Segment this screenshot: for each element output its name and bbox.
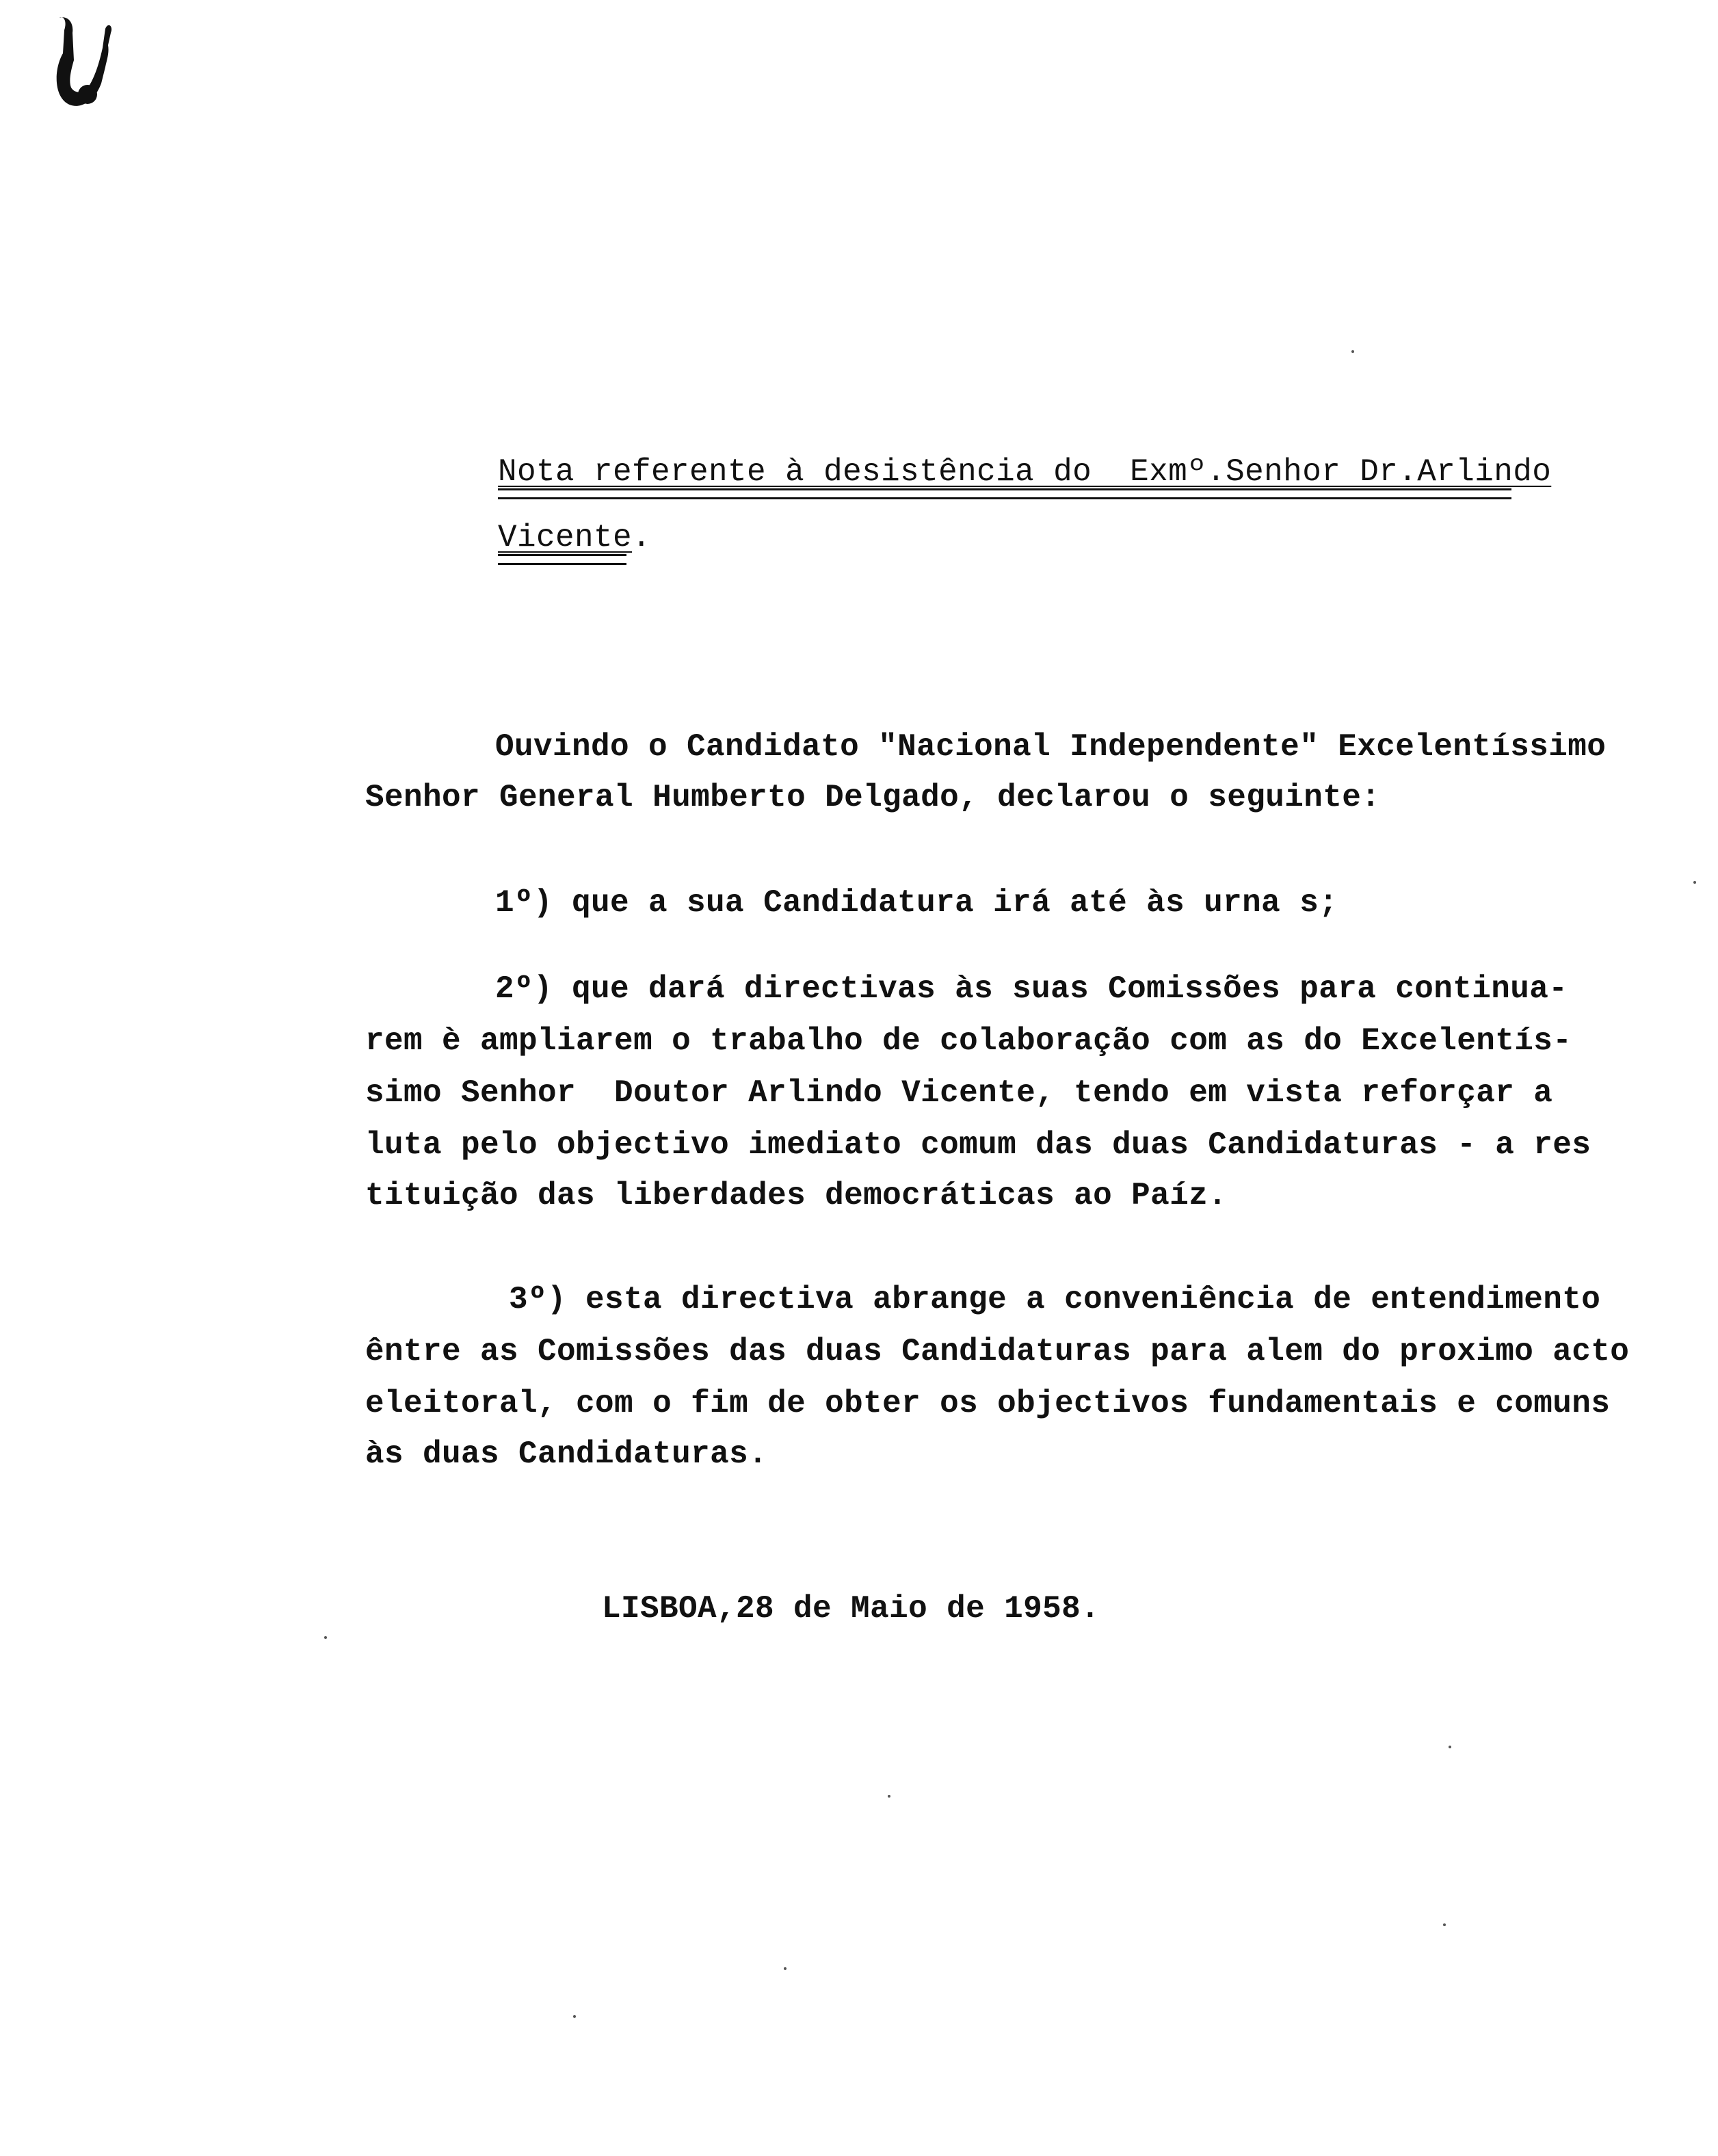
place-date: LISBOA,28 de Maio de 1958. bbox=[602, 1591, 1100, 1627]
item-3-line-4: às duas Candidaturas. bbox=[365, 1436, 768, 1472]
title-double-underline-1 bbox=[498, 488, 1511, 499]
document-title-line-2: Vicente bbox=[498, 520, 633, 555]
document-title-line-1: Nota referente à desistência do Exmº.Senhor Dr.Arlindo bbox=[498, 454, 1552, 490]
title-double-underline-2 bbox=[498, 554, 626, 565]
speck bbox=[1693, 881, 1696, 884]
intro-line-2: Senhor General Humberto Delgado, declarou o seguinte: bbox=[365, 780, 1381, 815]
item-2-line-1: 2º) que dará directivas às suas Comissões para continua- bbox=[495, 971, 1568, 1007]
item-2-line-4: luta pelo objectivo imediato comum das duas Candidaturas - a res bbox=[365, 1127, 1591, 1163]
item-3-line-3: eleitoral, com o fim de obter os objectivos fundamentais e comuns bbox=[365, 1386, 1611, 1421]
document-title-line-2-end: . bbox=[632, 520, 652, 555]
item-2-line-3: simo Senhor Doutor Arlindo Vicente, tendo em vista reforçar a bbox=[365, 1075, 1553, 1111]
speck bbox=[1443, 1923, 1446, 1926]
speck bbox=[573, 2015, 576, 2018]
speck bbox=[1351, 350, 1354, 353]
speck bbox=[784, 1967, 787, 1970]
speck bbox=[324, 1636, 327, 1639]
item-3-line-2: êntre as Comissões das duas Candidaturas para alem do proximo acto bbox=[365, 1334, 1630, 1369]
item-2-line-2: rem è ampliarem o trabalho de colaboração com as do Excelentís- bbox=[365, 1023, 1572, 1059]
speck bbox=[1449, 1746, 1451, 1748]
intro-line-1: Ouvindo o Candidato "Nacional Independente" Excelentíssimo bbox=[495, 729, 1607, 765]
ink-mark bbox=[40, 12, 122, 122]
item-3-line-1: 3º) esta directiva abrange a conveniência de entendimento bbox=[509, 1282, 1601, 1317]
speck bbox=[888, 1795, 890, 1798]
item-1: 1º) que a sua Candidatura irá até às urna s; bbox=[495, 885, 1338, 921]
document-title-line-2-wrap bbox=[498, 518, 651, 557]
item-2-line-5: tituição das liberdades democráticas ao Paíz. bbox=[365, 1178, 1228, 1213]
